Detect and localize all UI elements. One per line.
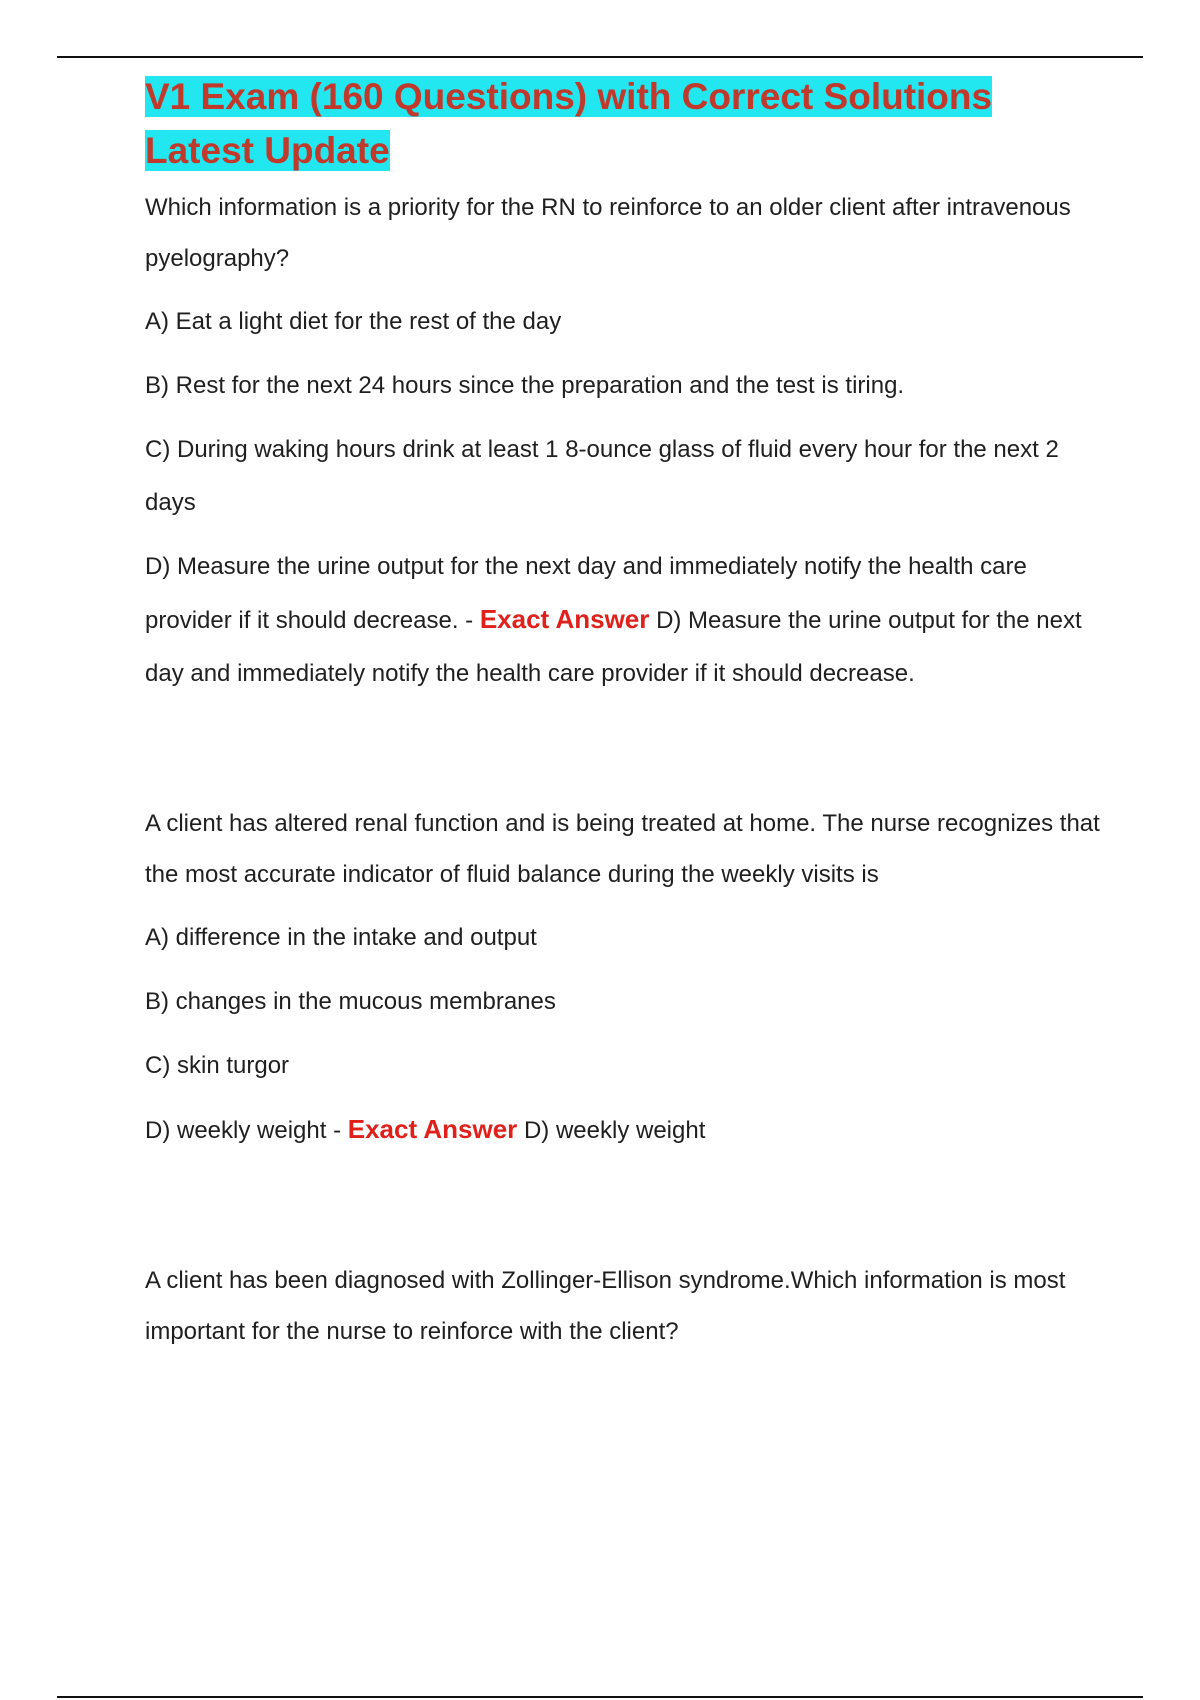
bottom-rule	[57, 1696, 1143, 1698]
top-rule	[57, 56, 1143, 58]
title-line-2: Latest Update	[145, 130, 390, 171]
option-d: D) Measure the urine output for the next day and immediately notify the health care provider if it should decrease.	[145, 553, 1027, 634]
title-line-1: V1 Exam (160 Questions) with Correct Solutions	[145, 76, 993, 117]
exact-answer-label: Exact Answer	[347, 1114, 518, 1144]
separator: -	[458, 607, 480, 634]
question-3	[145, 1255, 1105, 1357]
document-title	[145, 70, 1105, 178]
option-a: A) difference in the intake and output	[145, 924, 537, 951]
question-text: Which information is a priority for the RN to reinforce to an older client after intravenous pyelography?	[145, 194, 1071, 272]
question-1	[145, 182, 1105, 700]
option-b: B) Rest for the next 24 hours since the preparation and the test is tiring.	[145, 372, 905, 399]
option-d-with-answer	[145, 1103, 1105, 1157]
option-c: C) During waking hours drink at least 1 8-ounce glass of fluid every hour for the next 2 days	[145, 436, 1059, 516]
question-spacer	[145, 1157, 1105, 1255]
question-spacer	[145, 700, 1105, 798]
question-text: A client has been diagnosed with Zollinger-Ellison syndrome.Which information is most important for the nurse to reinforce with the client?	[145, 1267, 1066, 1345]
option-a: A) Eat a light diet for the rest of the day	[145, 308, 562, 335]
option-c: C) skin turgor	[145, 1052, 290, 1079]
option-d: D) weekly weight	[145, 1117, 327, 1144]
answer-text: D) Measure the urine output for the next day and immediately notify the health care provider if it should decrease.	[145, 607, 1082, 687]
option-b: B) changes in the mucous membranes	[145, 988, 556, 1015]
document-body	[145, 70, 1105, 1357]
question-2	[145, 798, 1105, 1157]
exact-answer-label: Exact Answer	[479, 604, 650, 634]
option-d-with-answer	[145, 540, 1105, 700]
answer-text: D) weekly weight	[523, 1117, 706, 1144]
question-text: A client has altered renal function and is being treated at home. The nurse recognizes that the most accurate indicator of fluid balance during the weekly visits is	[145, 810, 1100, 888]
separator: -	[326, 1117, 348, 1144]
